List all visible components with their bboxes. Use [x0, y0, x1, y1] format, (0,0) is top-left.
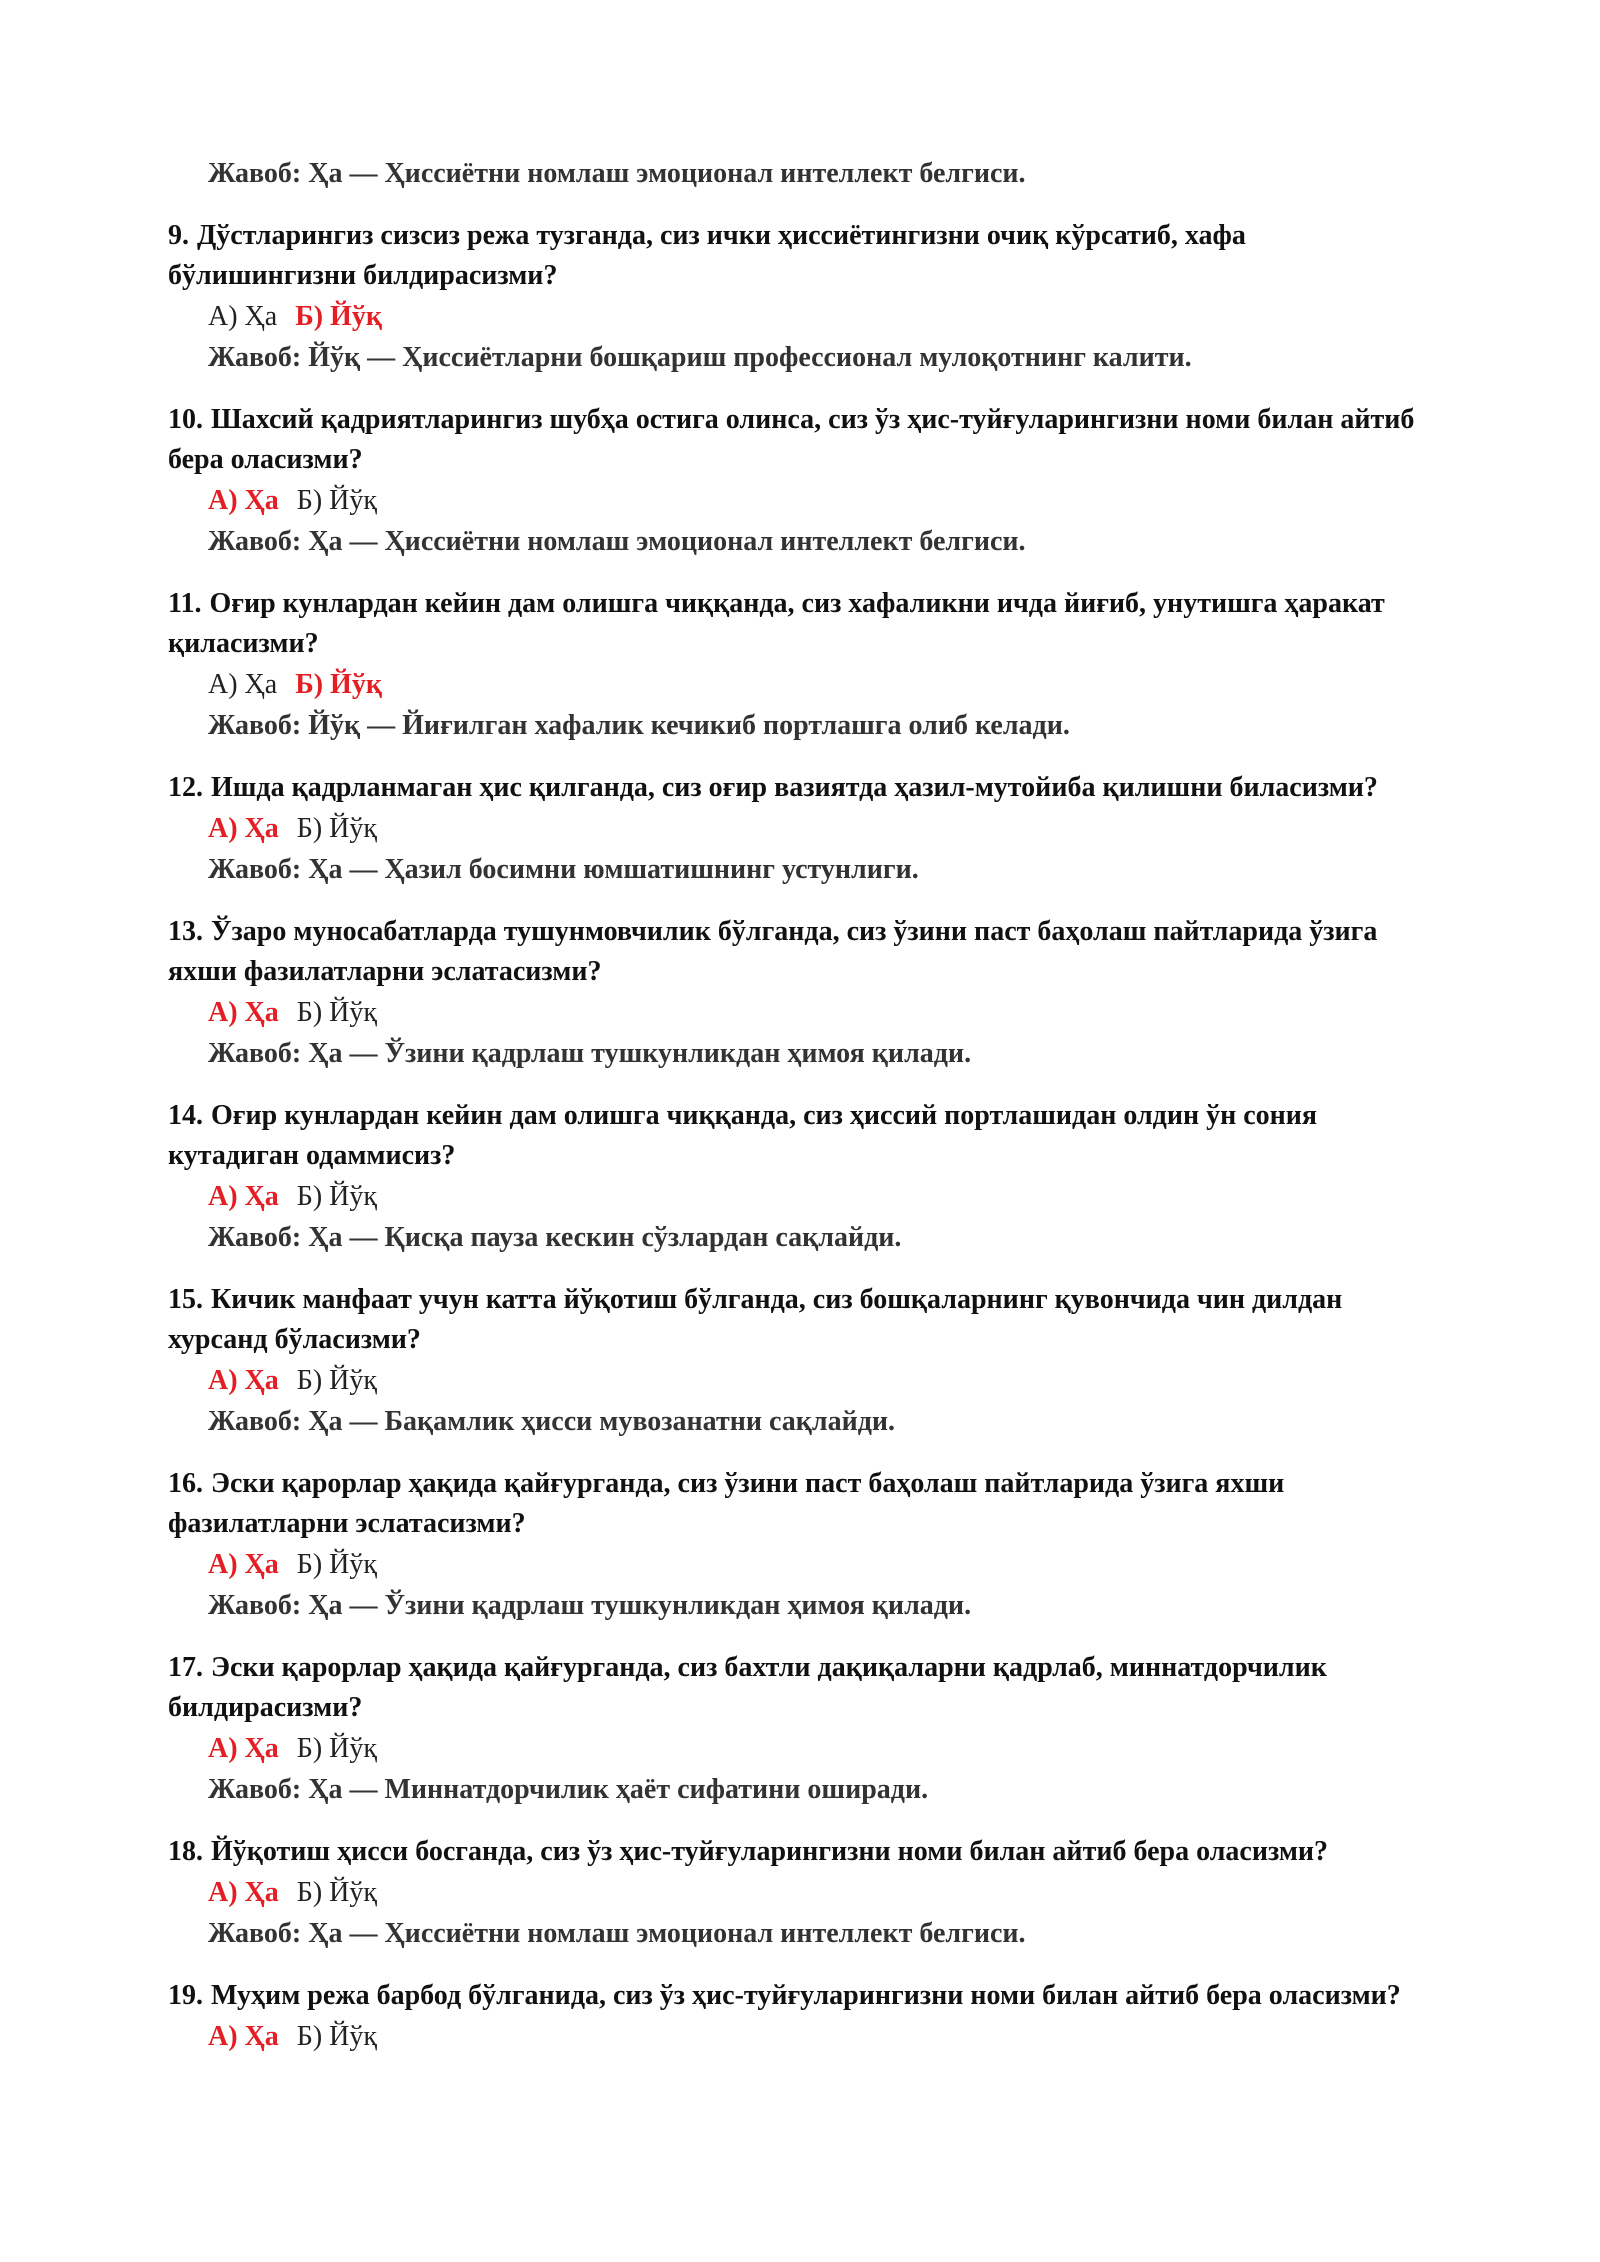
option-correct: А) Ҳа: [208, 1181, 279, 1212]
option-correct: А) Ҳа: [208, 1877, 279, 1908]
question-text: [168, 912, 1438, 992]
question-body: Оғир кунлардан кейин дам олишга чиққанда, сиз хафаликни ичда йиғиб, унутишга ҳаракат қиласизми?: [168, 588, 1385, 659]
question-text: [168, 216, 1438, 296]
answer-options: [168, 2016, 1438, 2058]
answer-options: [168, 296, 1438, 338]
question-item: [168, 1976, 1438, 2058]
question-body: Ўзаро муносабатларда тушунмовчилик бўлганда, сиз ўзини паст баҳолаш пайтларида ўзига яхши фазилатларни эслатасизми?: [168, 916, 1378, 987]
option-correct: А) Ҳа: [208, 485, 279, 516]
question-text: [168, 584, 1438, 664]
question-number: 16.: [168, 1468, 203, 1499]
answer-line: Жавоб: Ҳа — Ҳиссиётни номлаш эмоционал интеллект белгиси.: [208, 526, 1026, 557]
question-body: Йўқотиш ҳисси босганда, сиз ўз ҳис-туйғуларингизни номи билан айтиб бера оласизми?: [211, 1836, 1329, 1867]
question-text: [168, 1648, 1438, 1728]
option: Б) Йўқ: [296, 1365, 377, 1396]
answer-line: Жавоб: Йўқ — Йиғилган хафалик кечикиб портлашга олиб келади.: [208, 710, 1070, 741]
answer-line: Жавоб: Ҳа — Ўзини қадрлаш тушкунликдан ҳимоя қилади.: [208, 1038, 972, 1069]
option-correct: А) Ҳа: [208, 2021, 279, 2052]
question-text: [168, 1976, 1438, 2016]
question-list: [168, 216, 1438, 2058]
option: А) Ҳа: [208, 301, 278, 332]
question-body: Муҳим режа барбод бўлганида, сиз ўз ҳис-туйғуларингизни номи билан айтиб бера оласизми?: [211, 1980, 1401, 2011]
option: Б) Йўқ: [296, 1549, 377, 1580]
question-text: [168, 400, 1438, 480]
answer-options: [168, 1544, 1438, 1586]
option-correct: Б) Йўқ: [295, 669, 382, 700]
question-item: [168, 1280, 1438, 1442]
question-body: Кичик манфаат учун катта йўқотиш бўлганда, сиз бошқаларнинг қувончида чин дилдан хурсанд бўласизми?: [168, 1284, 1343, 1355]
answer-line: Жавоб: Ҳа — Қисқа пауза кескин сўзлардан сақлайди.: [208, 1222, 902, 1253]
answer-options: [168, 1728, 1438, 1770]
question-number: 9.: [168, 220, 189, 251]
question-text: [168, 1096, 1438, 1176]
question-item: [168, 584, 1438, 746]
question-text: [168, 1832, 1438, 1872]
question-body: Ишда қадрланмаган ҳис қилганда, сиз оғир вазиятда ҳазил-мутойиба қилишни биласизми?: [211, 772, 1378, 803]
question-text: [168, 1464, 1438, 1544]
option: Б) Йўқ: [296, 813, 377, 844]
question-number: 11.: [168, 588, 202, 619]
question-number: 18.: [168, 1836, 203, 1867]
answer-line: Жавоб: Ҳа — Бақамлик ҳисси мувозанатни сақлайди.: [208, 1406, 895, 1437]
answer-options: [168, 1360, 1438, 1402]
answer-line: Жавоб: Ҳа — Ҳиссиётни номлаш эмоционал интеллект белгиси.: [208, 158, 1026, 189]
question-number: 14.: [168, 1100, 203, 1131]
question-text: [168, 1280, 1438, 1360]
answer-line: Жавоб: Ҳа — Миннатдорчилик ҳаёт сифатини оширади.: [208, 1774, 929, 1805]
question-body: Дўстларингиз сизсиз режа тузганда, сиз ички ҳиссиётингизни очиқ кўрсатиб, хафа бўлишингизни билдирасизми?: [168, 220, 1246, 291]
option-correct: А) Ҳа: [208, 1365, 279, 1396]
question-body: Эски қарорлар ҳақида қайғурганда, сиз бахтли дақиқаларни қадрлаб, миннатдорчилик билдирасизми?: [168, 1652, 1327, 1723]
question-item: [168, 1464, 1438, 1626]
option: Б) Йўқ: [296, 1733, 377, 1764]
answer-options: [168, 664, 1438, 706]
answer-options: [168, 480, 1438, 522]
question-item: [168, 400, 1438, 562]
answer-line: Жавоб: Ҳа — Ўзини қадрлаш тушкунликдан ҳимоя қилади.: [208, 1590, 972, 1621]
question-number: 19.: [168, 1980, 203, 2011]
option-correct: А) Ҳа: [208, 813, 279, 844]
answer-options: [168, 808, 1438, 850]
option: Б) Йўқ: [296, 1877, 377, 1908]
question-body: Оғир кунлардан кейин дам олишга чиққанда, сиз ҳиссий портлашидан олдин ўн сония кутадиган одаммисиз?: [168, 1100, 1318, 1171]
question-number: 17.: [168, 1652, 203, 1683]
question-item: [168, 1832, 1438, 1954]
question-item: [168, 216, 1438, 378]
question-body: Шахсий қадриятларингиз шубҳа остига олинса, сиз ўз ҳис-туйғуларингизни номи билан айтиб бера оласизми?: [168, 404, 1415, 475]
question-item: [168, 1648, 1438, 1810]
question-number: 15.: [168, 1284, 203, 1315]
question-body: Эски қарорлар ҳақида қайғурганда, сиз ўзини паст баҳолаш пайтларида ўзига яхши фазилатларни эслатасизми?: [168, 1468, 1285, 1539]
question-item: [168, 912, 1438, 1074]
option: Б) Йўқ: [296, 2021, 377, 2052]
answer-options: [168, 992, 1438, 1034]
question-number: 13.: [168, 916, 203, 947]
answer-options: [168, 1176, 1438, 1218]
answer-options: [168, 1872, 1438, 1914]
question-item: [168, 768, 1438, 890]
option: А) Ҳа: [208, 669, 278, 700]
option-correct: А) Ҳа: [208, 1733, 279, 1764]
question-text: [168, 768, 1438, 808]
answer-line: Жавоб: Ҳа — Ҳазил босимни юмшатишнинг устунлиги.: [208, 854, 919, 885]
answer-line: Жавоб: Ҳа — Ҳиссиётни номлаш эмоционал интеллект белгиси.: [208, 1918, 1026, 1949]
option-correct: А) Ҳа: [208, 997, 279, 1028]
option: Б) Йўқ: [296, 997, 377, 1028]
question-number: 12.: [168, 772, 203, 803]
option-correct: А) Ҳа: [208, 1549, 279, 1580]
question-number: 10.: [168, 404, 203, 435]
option: Б) Йўқ: [296, 485, 377, 516]
question-item: [168, 1096, 1438, 1258]
document-body: [168, 154, 1438, 2058]
option-correct: Б) Йўқ: [295, 301, 382, 332]
answer-line: Жавоб: Йўқ — Ҳиссиётларни бошқариш профессионал мулоқотнинг калити.: [208, 342, 1192, 373]
option: Б) Йўқ: [296, 1181, 377, 1212]
